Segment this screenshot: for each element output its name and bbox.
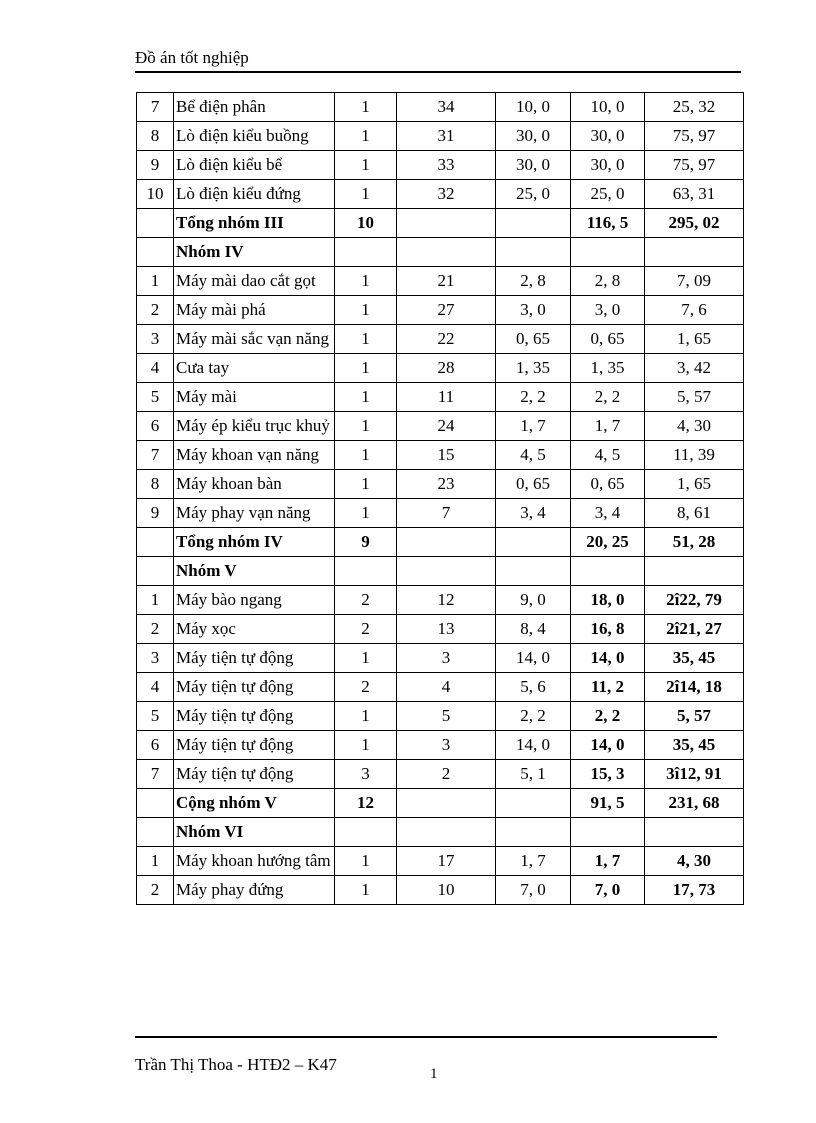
row-number-cell: 5 xyxy=(137,702,174,731)
total-power-cell xyxy=(571,557,645,586)
total-power-cell: 20, 25 xyxy=(571,528,645,557)
unit-power-cell: 14, 0 xyxy=(496,644,571,673)
total-power-cell: 3, 0 xyxy=(571,296,645,325)
row-number-cell: 8 xyxy=(137,470,174,499)
quantity-cell: 1 xyxy=(335,122,397,151)
equipment-name-cell: Máy phay đứng xyxy=(174,876,335,905)
total-power-cell: 2, 2 xyxy=(571,702,645,731)
row-number-cell xyxy=(137,238,174,267)
unit-power-cell xyxy=(496,818,571,847)
current-cell: 11, 39 xyxy=(645,441,744,470)
page-number: 1 xyxy=(430,1066,438,1082)
current-cell: 231, 68 xyxy=(645,789,744,818)
current-cell: 3î12, 91 xyxy=(645,760,744,789)
symbol-number-cell: 4 xyxy=(397,673,496,702)
current-cell: 35, 45 xyxy=(645,644,744,673)
unit-power-cell: 2, 8 xyxy=(496,267,571,296)
equipment-table xyxy=(136,92,744,905)
table-row xyxy=(137,93,744,122)
unit-power-cell xyxy=(496,209,571,238)
symbol-number-cell: 5 xyxy=(397,702,496,731)
unit-power-cell: 0, 65 xyxy=(496,470,571,499)
symbol-number-cell: 34 xyxy=(397,93,496,122)
table-row xyxy=(137,383,744,412)
row-number-cell xyxy=(137,818,174,847)
quantity-cell: 1 xyxy=(335,412,397,441)
symbol-number-cell: 21 xyxy=(397,267,496,296)
equipment-name-cell: Máy xọc xyxy=(174,615,335,644)
quantity-cell: 3 xyxy=(335,760,397,789)
table-row xyxy=(137,760,744,789)
unit-power-cell: 1, 7 xyxy=(496,412,571,441)
equipment-name-cell: Nhóm V xyxy=(174,557,335,586)
equipment-name-cell: Cưa tay xyxy=(174,354,335,383)
symbol-number-cell xyxy=(397,557,496,586)
current-cell: 2î14, 18 xyxy=(645,673,744,702)
table-row xyxy=(137,296,744,325)
equipment-name-cell: Máy khoan bàn xyxy=(174,470,335,499)
equipment-table-body xyxy=(137,93,744,905)
equipment-name-cell: Máy mài dao cắt gọt xyxy=(174,267,335,296)
total-power-cell: 14, 0 xyxy=(571,644,645,673)
unit-power-cell: 0, 65 xyxy=(496,325,571,354)
current-cell: 63, 31 xyxy=(645,180,744,209)
symbol-number-cell xyxy=(397,209,496,238)
table-row xyxy=(137,499,744,528)
symbol-number-cell: 24 xyxy=(397,412,496,441)
quantity-cell: 9 xyxy=(335,528,397,557)
quantity-cell: 1 xyxy=(335,470,397,499)
row-number-cell: 4 xyxy=(137,673,174,702)
symbol-number-cell: 11 xyxy=(397,383,496,412)
equipment-name-cell: Lò điện kiểu đứng xyxy=(174,180,335,209)
unit-power-cell xyxy=(496,238,571,267)
table-row xyxy=(137,731,744,760)
total-power-cell xyxy=(571,238,645,267)
table-row xyxy=(137,673,744,702)
unit-power-cell: 2, 2 xyxy=(496,383,571,412)
current-cell: 295, 02 xyxy=(645,209,744,238)
total-power-cell: 30, 0 xyxy=(571,151,645,180)
current-cell: 75, 97 xyxy=(645,122,744,151)
symbol-number-cell: 15 xyxy=(397,441,496,470)
equipment-name-cell: Nhóm IV xyxy=(174,238,335,267)
row-number-cell: 7 xyxy=(137,93,174,122)
row-number-cell: 1 xyxy=(137,267,174,296)
symbol-number-cell: 33 xyxy=(397,151,496,180)
quantity-cell: 1 xyxy=(335,325,397,354)
table-row xyxy=(137,122,744,151)
row-number-cell: 9 xyxy=(137,499,174,528)
table-row xyxy=(137,818,744,847)
current-cell: 5, 57 xyxy=(645,702,744,731)
current-cell: 1, 65 xyxy=(645,470,744,499)
unit-power-cell xyxy=(496,557,571,586)
row-number-cell: 7 xyxy=(137,760,174,789)
equipment-name-cell: Máy tiện tự động xyxy=(174,702,335,731)
symbol-number-cell xyxy=(397,528,496,557)
current-cell: 4, 30 xyxy=(645,847,744,876)
table-row xyxy=(137,557,744,586)
symbol-number-cell: 3 xyxy=(397,644,496,673)
unit-power-cell: 8, 4 xyxy=(496,615,571,644)
row-number-cell: 1 xyxy=(137,586,174,615)
total-power-cell: 116, 5 xyxy=(571,209,645,238)
symbol-number-cell: 28 xyxy=(397,354,496,383)
total-power-cell: 25, 0 xyxy=(571,180,645,209)
equipment-name-cell: Lò điện kiểu bể xyxy=(174,151,335,180)
row-number-cell: 7 xyxy=(137,441,174,470)
quantity-cell: 1 xyxy=(335,151,397,180)
unit-power-cell: 4, 5 xyxy=(496,441,571,470)
quantity-cell xyxy=(335,818,397,847)
symbol-number-cell xyxy=(397,818,496,847)
quantity-cell: 1 xyxy=(335,731,397,760)
table-row xyxy=(137,644,744,673)
current-cell: 75, 97 xyxy=(645,151,744,180)
total-power-cell: 91, 5 xyxy=(571,789,645,818)
unit-power-cell: 30, 0 xyxy=(496,151,571,180)
equipment-name-cell: Máy mài phá xyxy=(174,296,335,325)
equipment-name-cell: Máy tiện tự động xyxy=(174,673,335,702)
footer-divider xyxy=(135,1036,717,1038)
total-power-cell: 30, 0 xyxy=(571,122,645,151)
table-row xyxy=(137,441,744,470)
symbol-number-cell: 17 xyxy=(397,847,496,876)
table-row xyxy=(137,789,744,818)
equipment-name-cell: Cộng nhóm V xyxy=(174,789,335,818)
row-number-cell: 6 xyxy=(137,731,174,760)
quantity-cell xyxy=(335,557,397,586)
quantity-cell: 1 xyxy=(335,296,397,325)
unit-power-cell xyxy=(496,528,571,557)
symbol-number-cell xyxy=(397,238,496,267)
symbol-number-cell: 22 xyxy=(397,325,496,354)
equipment-name-cell: Máy mài xyxy=(174,383,335,412)
row-number-cell: 9 xyxy=(137,151,174,180)
unit-power-cell: 3, 4 xyxy=(496,499,571,528)
table-row xyxy=(137,325,744,354)
table-row xyxy=(137,470,744,499)
total-power-cell: 0, 65 xyxy=(571,470,645,499)
quantity-cell: 12 xyxy=(335,789,397,818)
row-number-cell: 2 xyxy=(137,876,174,905)
total-power-cell: 7, 0 xyxy=(571,876,645,905)
equipment-name-cell: Máy mài sắc vạn năng xyxy=(174,325,335,354)
total-power-cell: 2, 2 xyxy=(571,383,645,412)
current-cell: 8, 61 xyxy=(645,499,744,528)
row-number-cell xyxy=(137,557,174,586)
unit-power-cell xyxy=(496,789,571,818)
table-row xyxy=(137,180,744,209)
unit-power-cell: 9, 0 xyxy=(496,586,571,615)
table-row xyxy=(137,267,744,296)
quantity-cell xyxy=(335,238,397,267)
table-row xyxy=(137,151,744,180)
total-power-cell: 18, 0 xyxy=(571,586,645,615)
row-number-cell: 8 xyxy=(137,122,174,151)
equipment-name-cell: Nhóm VI xyxy=(174,818,335,847)
equipment-name-cell: Máy tiện tự động xyxy=(174,644,335,673)
unit-power-cell: 25, 0 xyxy=(496,180,571,209)
row-number-cell xyxy=(137,209,174,238)
row-number-cell xyxy=(137,528,174,557)
table-row xyxy=(137,209,744,238)
current-cell: 2î22, 79 xyxy=(645,586,744,615)
current-cell: 1, 65 xyxy=(645,325,744,354)
total-power-cell: 10, 0 xyxy=(571,93,645,122)
table-row xyxy=(137,238,744,267)
equipment-name-cell: Máy ép kiểu trục khuỷ xyxy=(174,412,335,441)
current-cell: 5, 57 xyxy=(645,383,744,412)
quantity-cell: 2 xyxy=(335,615,397,644)
equipment-name-cell: Lò điện kiểu buồng xyxy=(174,122,335,151)
table-row xyxy=(137,528,744,557)
header-divider xyxy=(135,71,741,73)
equipment-name-cell: Máy tiện tự động xyxy=(174,760,335,789)
total-power-cell: 0, 65 xyxy=(571,325,645,354)
table-row xyxy=(137,586,744,615)
quantity-cell: 1 xyxy=(335,267,397,296)
quantity-cell: 1 xyxy=(335,499,397,528)
current-cell: 25, 32 xyxy=(645,93,744,122)
table-row xyxy=(137,702,744,731)
total-power-cell: 2, 8 xyxy=(571,267,645,296)
symbol-number-cell: 12 xyxy=(397,586,496,615)
unit-power-cell: 14, 0 xyxy=(496,731,571,760)
footer-author: Trần Thị Thoa - HTĐ2 – K47 xyxy=(135,1055,337,1074)
quantity-cell: 1 xyxy=(335,702,397,731)
row-number-cell: 1 xyxy=(137,847,174,876)
table-row xyxy=(137,847,744,876)
quantity-cell: 2 xyxy=(335,673,397,702)
total-power-cell xyxy=(571,818,645,847)
equipment-name-cell: Máy khoan hướng tâm xyxy=(174,847,335,876)
current-cell xyxy=(645,818,744,847)
table-row xyxy=(137,412,744,441)
current-cell: 35, 45 xyxy=(645,731,744,760)
row-number-cell: 3 xyxy=(137,644,174,673)
unit-power-cell: 5, 1 xyxy=(496,760,571,789)
current-cell: 4, 30 xyxy=(645,412,744,441)
table-row xyxy=(137,615,744,644)
symbol-number-cell: 2 xyxy=(397,760,496,789)
unit-power-cell: 1, 7 xyxy=(496,847,571,876)
total-power-cell: 1, 35 xyxy=(571,354,645,383)
symbol-number-cell xyxy=(397,789,496,818)
total-power-cell: 11, 2 xyxy=(571,673,645,702)
current-cell xyxy=(645,238,744,267)
row-number-cell: 2 xyxy=(137,615,174,644)
symbol-number-cell: 31 xyxy=(397,122,496,151)
row-number-cell: 5 xyxy=(137,383,174,412)
total-power-cell: 1, 7 xyxy=(571,847,645,876)
quantity-cell: 1 xyxy=(335,644,397,673)
equipment-name-cell: Máy phay vạn năng xyxy=(174,499,335,528)
symbol-number-cell: 23 xyxy=(397,470,496,499)
current-cell: 51, 28 xyxy=(645,528,744,557)
unit-power-cell: 3, 0 xyxy=(496,296,571,325)
total-power-cell: 16, 8 xyxy=(571,615,645,644)
row-number-cell: 4 xyxy=(137,354,174,383)
quantity-cell: 1 xyxy=(335,93,397,122)
symbol-number-cell: 3 xyxy=(397,731,496,760)
symbol-number-cell: 27 xyxy=(397,296,496,325)
table-row xyxy=(137,876,744,905)
symbol-number-cell: 7 xyxy=(397,499,496,528)
row-number-cell xyxy=(137,789,174,818)
quantity-cell: 1 xyxy=(335,354,397,383)
total-power-cell: 1, 7 xyxy=(571,412,645,441)
quantity-cell: 2 xyxy=(335,586,397,615)
symbol-number-cell: 32 xyxy=(397,180,496,209)
equipment-name-cell: Bể điện phân xyxy=(174,93,335,122)
unit-power-cell: 10, 0 xyxy=(496,93,571,122)
row-number-cell: 6 xyxy=(137,412,174,441)
total-power-cell: 14, 0 xyxy=(571,731,645,760)
total-power-cell: 3, 4 xyxy=(571,499,645,528)
equipment-name-cell: Tổng nhóm IV xyxy=(174,528,335,557)
equipment-name-cell: Máy khoan vạn năng xyxy=(174,441,335,470)
quantity-cell: 1 xyxy=(335,876,397,905)
equipment-name-cell: Máy tiện tự động xyxy=(174,731,335,760)
current-cell: 3, 42 xyxy=(645,354,744,383)
unit-power-cell: 2, 2 xyxy=(496,702,571,731)
equipment-name-cell: Tổng nhóm III xyxy=(174,209,335,238)
quantity-cell: 1 xyxy=(335,441,397,470)
current-cell: 7, 09 xyxy=(645,267,744,296)
unit-power-cell: 1, 35 xyxy=(496,354,571,383)
current-cell: 2î21, 27 xyxy=(645,615,744,644)
row-number-cell: 2 xyxy=(137,296,174,325)
unit-power-cell: 5, 6 xyxy=(496,673,571,702)
equipment-name-cell: Máy bào ngang xyxy=(174,586,335,615)
quantity-cell: 1 xyxy=(335,383,397,412)
symbol-number-cell: 10 xyxy=(397,876,496,905)
page-header-title: Đồ án tốt nghiệp xyxy=(135,48,249,67)
symbol-number-cell: 13 xyxy=(397,615,496,644)
unit-power-cell: 30, 0 xyxy=(496,122,571,151)
unit-power-cell: 7, 0 xyxy=(496,876,571,905)
quantity-cell: 1 xyxy=(335,180,397,209)
total-power-cell: 15, 3 xyxy=(571,760,645,789)
current-cell: 17, 73 xyxy=(645,876,744,905)
row-number-cell: 3 xyxy=(137,325,174,354)
current-cell xyxy=(645,557,744,586)
table-row xyxy=(137,354,744,383)
total-power-cell: 4, 5 xyxy=(571,441,645,470)
quantity-cell: 10 xyxy=(335,209,397,238)
current-cell: 7, 6 xyxy=(645,296,744,325)
row-number-cell: 10 xyxy=(137,180,174,209)
quantity-cell: 1 xyxy=(335,847,397,876)
